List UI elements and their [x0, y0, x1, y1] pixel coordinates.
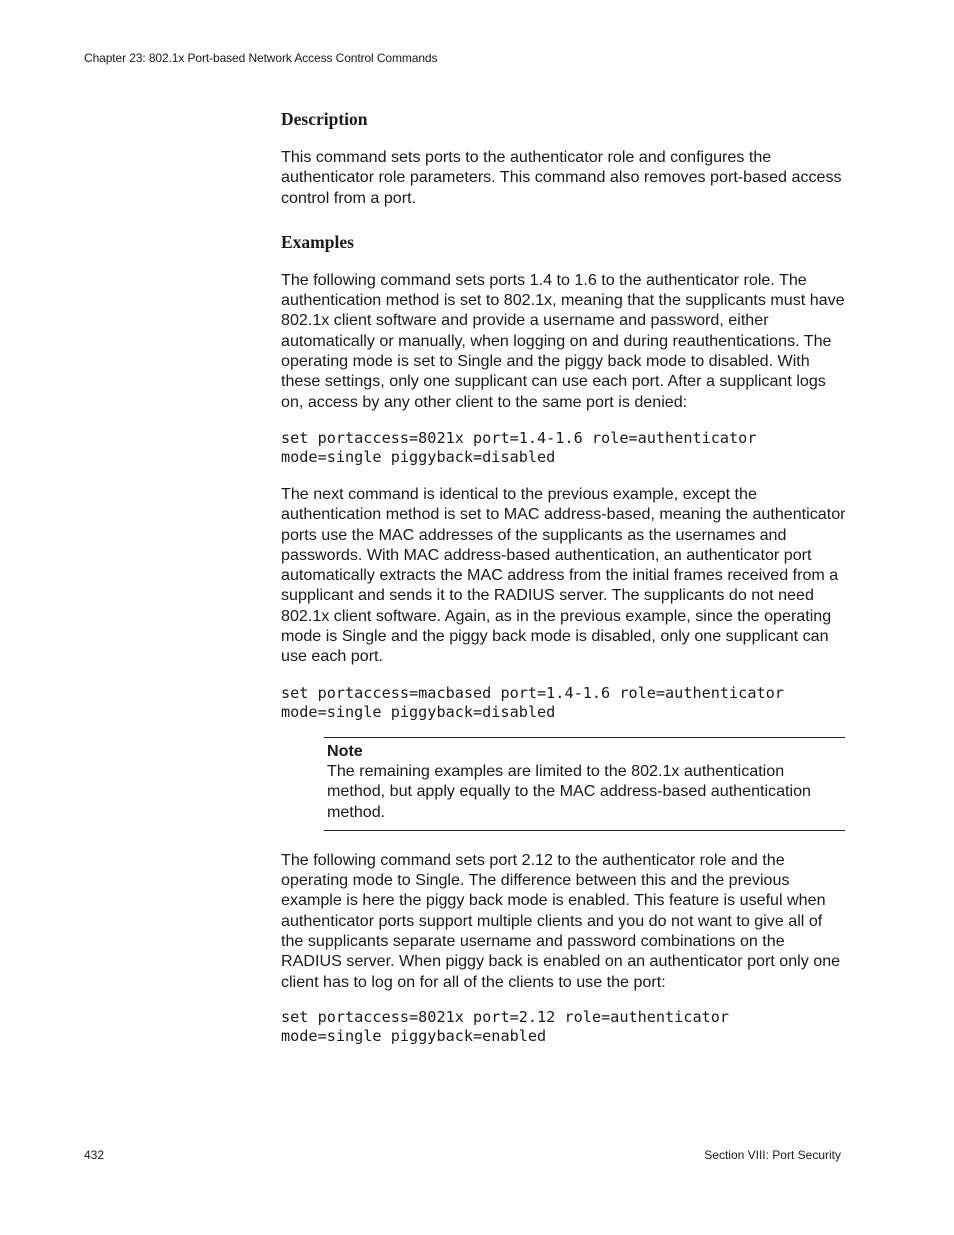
- page-number: 432: [84, 1148, 105, 1162]
- note-text: The remaining examples are limited to the 802.1x authentication method, but apply equally to the MAC address-based authentication method.: [327, 761, 812, 821]
- description-text: This command sets ports to the authenticator role and configures the authenticator role parameters. This command also removes port-based access control from a port.: [281, 148, 842, 207]
- code-example-1: set portaccess=8021x port=1.4-1.6 role=authenticator mode=single piggyback=disabled: [281, 428, 757, 467]
- description-heading: Description: [281, 109, 368, 129]
- example-paragraph-1: The following command sets ports 1.4 to 1.6 to the authenticator role. The authentication method is set to 802.1x, meaning that the supplicants must have 802.1x client software and provide a username and password, either automatically or manually, when logging on and during reauthentications. The operating mode is set to Single and the piggy back mode to disabled. With these settings, only one supplicant can use each port. After a supplicant logs on, access by any other client to the same port is denied:: [281, 270, 845, 411]
- code-example-2: set portaccess=macbased port=1.4-1.6 role=authenticator mode=single piggyback=disabled: [281, 683, 784, 722]
- running-header: Chapter 23: 802.1x Port-based Network Access Control Commands: [84, 51, 438, 65]
- examples-heading: Examples: [281, 231, 354, 252]
- example-paragraph-3: The following command sets port 2.12 to the authenticator role and the operating mode to Single. The difference between this and the previous example is here the piggy back mode is enabled. This feature is useful when authenticator ports support multiple clients and you do not want to give all of the supplicants separate username and password combinations on the RADIUS server. When piggy back is enabled on an authenticator port only one client has to log on for all of the clients to use the port:: [281, 850, 841, 991]
- example-paragraph-2: The next command is identical to the previous example, except the authentication method is set to MAC address-based, meaning the authenticator ports use the MAC addresses of the supplicants as the usernames and passwords. With MAC address-based authentication, an authenticator port automatically extracts the MAC address from the initial frames received from a supplicant and sends it to the RADIUS server. The supplicants do not need 802.1x client software. Again, as in the previous example, since the operating mode is Single and the piggy back mode is disabled, only one supplicant can use each port.: [281, 484, 846, 666]
- page-content: [281, 108, 847, 1047]
- section-footer: Section VIII: Port Security: [704, 1148, 841, 1162]
- note-box: [324, 737, 845, 831]
- note-title: Note: [327, 741, 363, 760]
- code-example-3: set portaccess=8021x port=2.12 role=authenticator mode=single piggyback=enabled: [281, 1007, 730, 1046]
